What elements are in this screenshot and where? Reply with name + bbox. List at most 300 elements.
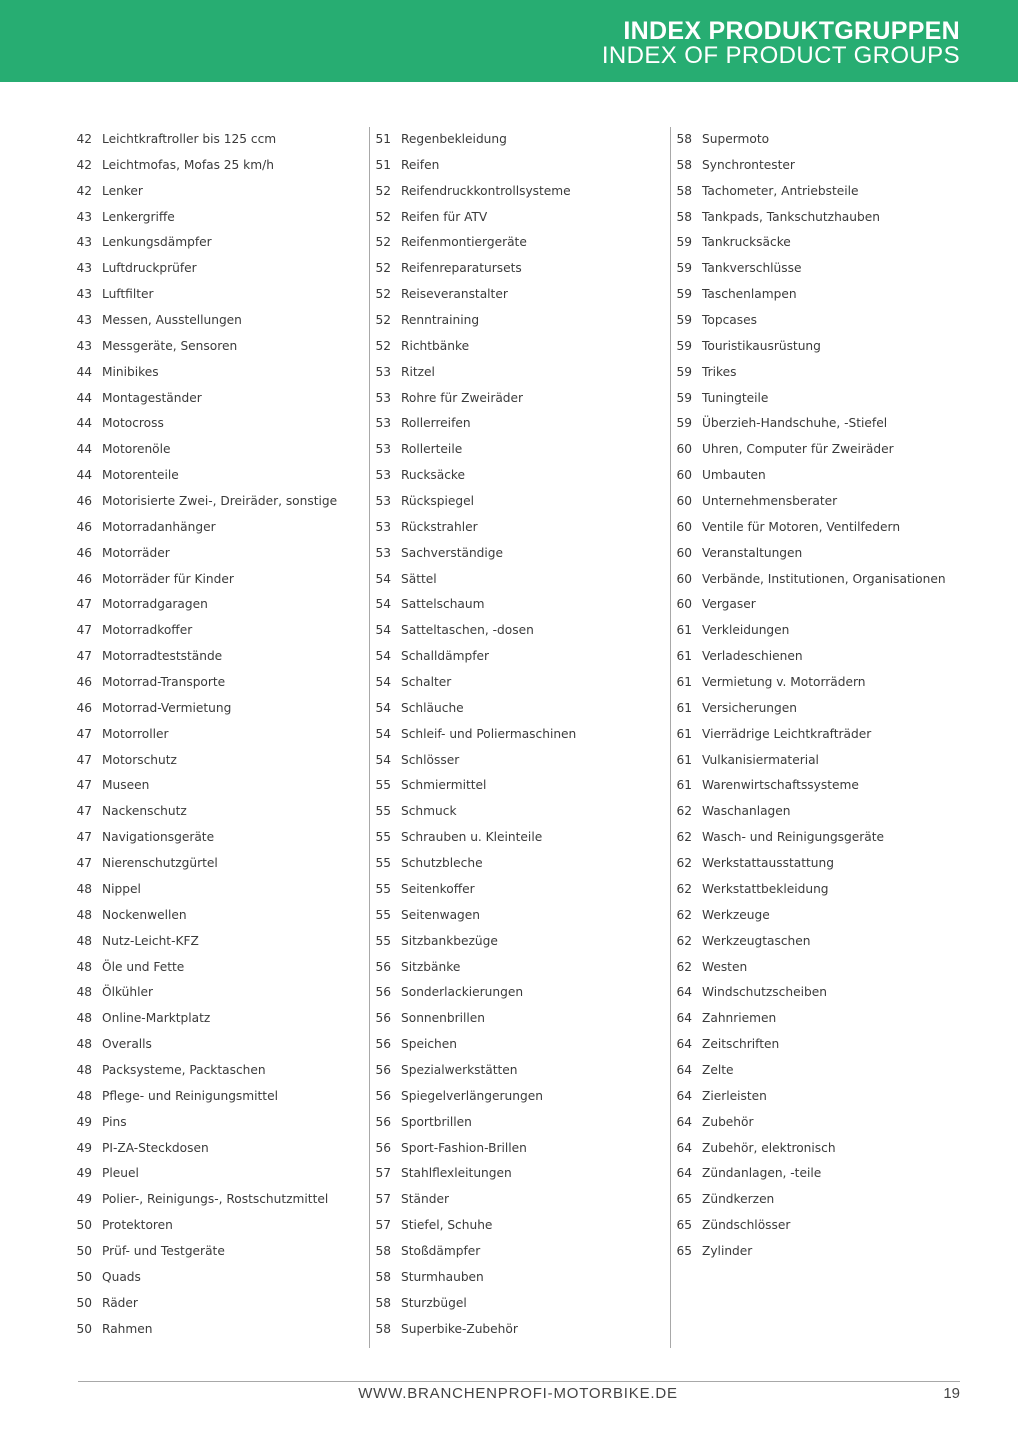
entry-label: Werkzeugtaschen <box>702 933 811 948</box>
entry-page-number: 65 <box>676 1243 692 1258</box>
index-entry <box>671 515 971 541</box>
entry-page-number: 46 <box>76 494 92 509</box>
index-entry <box>370 773 670 799</box>
entry-page-number: 53 <box>375 545 391 560</box>
entry-label: Reifenreparatursets <box>401 261 522 276</box>
entry-label: Sturmhauben <box>401 1269 484 1284</box>
entry-page-number: 52 <box>375 261 391 276</box>
entry-page-number: 53 <box>375 364 391 379</box>
entry-page-number: 60 <box>676 442 692 457</box>
entry-label: Sachverständige <box>401 545 504 560</box>
index-entry <box>68 334 368 360</box>
entry-label: Synchrontester <box>702 157 795 172</box>
entry-label: Überzieh-Handschuhe, -Stiefel <box>702 416 888 431</box>
entry-page-number: 59 <box>676 235 692 250</box>
entry-page-number: 57 <box>375 1218 391 1233</box>
index-entry <box>68 411 368 437</box>
entry-page-number: 52 <box>375 313 391 328</box>
entry-label: Sport-Fashion-Brillen <box>401 1140 527 1155</box>
entry-page-number: 46 <box>76 700 92 715</box>
entry-page-number: 46 <box>76 571 92 586</box>
entry-page-number: 64 <box>676 985 692 1000</box>
index-entry <box>370 903 670 929</box>
entry-label: Rollerreifen <box>401 416 471 431</box>
entry-page-number: 58 <box>375 1321 391 1336</box>
entry-page-number: 62 <box>676 959 692 974</box>
entry-page-number: 43 <box>76 338 92 353</box>
entry-label: Pleuel <box>102 1166 139 1181</box>
entry-page-number: 48 <box>76 907 92 922</box>
entry-label: Lenker <box>102 183 143 198</box>
index-entry <box>370 515 670 541</box>
index-entry <box>370 1291 670 1317</box>
index-entry <box>370 929 670 955</box>
index-entry <box>671 825 971 851</box>
index-entry <box>68 515 368 541</box>
entry-label: Schmiermittel <box>401 778 487 793</box>
entry-page-number: 49 <box>76 1192 92 1207</box>
entry-label: Rahmen <box>102 1321 153 1336</box>
index-entry <box>370 1006 670 1032</box>
entry-page-number: 59 <box>676 313 692 328</box>
entry-page-number: 49 <box>76 1166 92 1181</box>
entry-page-number: 46 <box>76 545 92 560</box>
index-entry <box>671 1110 971 1136</box>
entry-page-number: 59 <box>676 416 692 431</box>
entry-label: Westen <box>702 959 748 974</box>
index-entry <box>671 1161 971 1187</box>
entry-page-number: 53 <box>375 519 391 534</box>
entry-page-number: 62 <box>676 830 692 845</box>
entry-page-number: 47 <box>76 623 92 638</box>
index-entry <box>671 179 971 205</box>
index-entry <box>671 980 971 1006</box>
entry-page-number: 44 <box>76 364 92 379</box>
entry-label: Speichen <box>401 1037 458 1052</box>
entry-page-number: 42 <box>76 157 92 172</box>
entry-page-number: 55 <box>375 778 391 793</box>
entry-label: Waschanlagen <box>702 804 791 819</box>
index-entry <box>370 1265 670 1291</box>
entry-page-number: 54 <box>375 623 391 638</box>
entry-label: Schlösser <box>401 752 460 767</box>
index-entry <box>671 877 971 903</box>
index-entry <box>68 1239 368 1265</box>
entry-page-number: 62 <box>676 881 692 896</box>
entry-label: Leichtkraftroller bis 125 ccm <box>102 132 277 146</box>
entry-page-number: 64 <box>676 1011 692 1026</box>
entry-label: Spezialwerkstätten <box>401 1062 518 1077</box>
index-entry <box>671 1136 971 1162</box>
index-entry <box>68 903 368 929</box>
entry-label: Nierenschutzgürtel <box>102 856 218 871</box>
entry-label: Motorrad-Vermietung <box>102 700 232 715</box>
entry-label: Pflege- und Reinigungsmittel <box>102 1088 278 1103</box>
entry-page-number: 56 <box>375 985 391 1000</box>
entry-label: Online-Marktplatz <box>102 1011 211 1026</box>
entry-label: Rückspiegel <box>401 494 474 509</box>
entry-label: Nackenschutz <box>102 804 187 819</box>
entry-page-number: 47 <box>76 804 92 819</box>
entry-page-number: 43 <box>76 261 92 276</box>
entry-label: Vierrädrige Leichtkrafträder <box>702 726 872 741</box>
entry-label: Seitenkoffer <box>401 881 475 896</box>
index-entry <box>671 851 971 877</box>
entry-page-number: 56 <box>375 1088 391 1103</box>
entry-page-number: 48 <box>76 933 92 948</box>
entry-page-number: 47 <box>76 597 92 612</box>
entry-label: Wasch- und Reinigungsgeräte <box>702 830 885 845</box>
index-entry <box>671 567 971 593</box>
entry-label: Superbike-Zubehör <box>401 1321 518 1336</box>
entry-label: Touristikausrüstung <box>702 338 821 353</box>
entry-page-number: 61 <box>676 752 692 767</box>
entry-page-number: 54 <box>375 571 391 586</box>
header-banner <box>0 0 1018 82</box>
index-entry <box>671 386 971 412</box>
entry-label: Minibikes <box>102 364 159 379</box>
index-entry <box>671 955 971 981</box>
entry-label: Schrauben u. Kleinteile <box>401 830 543 845</box>
index-entry <box>68 153 368 179</box>
index-entry <box>671 360 971 386</box>
entry-page-number: 62 <box>676 804 692 819</box>
entry-label: Sitzbänke <box>401 959 461 974</box>
index-entry <box>68 955 368 981</box>
entry-label: Zündschlösser <box>702 1218 791 1233</box>
entry-label: Tankrucksäcke <box>702 235 791 250</box>
entry-label: Quads <box>102 1269 141 1284</box>
entry-page-number: 56 <box>375 1011 391 1026</box>
index-entry <box>370 205 670 231</box>
entry-page-number: 48 <box>76 1037 92 1052</box>
entry-page-number: 55 <box>375 881 391 896</box>
index-entry <box>68 1136 368 1162</box>
entry-page-number: 43 <box>76 235 92 250</box>
index-entry <box>370 1058 670 1084</box>
index-entry <box>68 127 368 153</box>
entry-label: Lenkungsdämpfer <box>102 235 212 250</box>
index-entry <box>68 463 368 489</box>
entry-page-number: 57 <box>375 1192 391 1207</box>
page-number: 19 <box>943 1385 960 1402</box>
entry-page-number: 55 <box>375 804 391 819</box>
index-entry <box>68 179 368 205</box>
entry-page-number: 44 <box>76 468 92 483</box>
index-entry <box>68 1110 368 1136</box>
entry-page-number: 54 <box>375 675 391 690</box>
footer-url[interactable]: WWW.BRANCHENPROFI-MOTORBIKE.DE <box>358 1385 678 1402</box>
entry-page-number: 65 <box>676 1218 692 1233</box>
entry-page-number: 64 <box>676 1140 692 1155</box>
index-entry <box>370 386 670 412</box>
index-entry <box>671 489 971 515</box>
entry-page-number: 62 <box>676 856 692 871</box>
entry-page-number: 44 <box>76 442 92 457</box>
entry-label: Spiegelverlängerungen <box>401 1088 543 1103</box>
index-entry <box>370 230 670 256</box>
entry-page-number: 58 <box>676 157 692 172</box>
entry-page-number: 58 <box>676 209 692 224</box>
index-entry <box>68 877 368 903</box>
entry-label: Tachometer, Antriebsteile <box>702 183 859 198</box>
entry-page-number: 50 <box>76 1295 92 1310</box>
entry-label: Montageständer <box>102 390 202 405</box>
entry-label: Museen <box>102 778 150 793</box>
entry-page-number: 56 <box>375 1114 391 1129</box>
entry-page-number: 50 <box>76 1321 92 1336</box>
entry-label: Tankpads, Tankschutzhauben <box>702 209 880 224</box>
entry-label: Ritzel <box>401 364 435 379</box>
entry-label: Ölkühler <box>102 985 154 1000</box>
index-entry <box>671 644 971 670</box>
entry-page-number: 64 <box>676 1166 692 1181</box>
entry-page-number: 62 <box>676 933 692 948</box>
entry-label: Schmuck <box>401 804 457 819</box>
entry-label: Trikes <box>702 364 737 379</box>
index-entry <box>671 1239 971 1265</box>
entry-label: PI-ZA-Steckdosen <box>102 1140 209 1155</box>
entry-label: Rückstrahler <box>401 519 478 534</box>
entry-label: Öle und Fette <box>102 959 185 974</box>
index-entry <box>370 670 670 696</box>
entry-label: Warenwirtschaftssysteme <box>702 778 859 793</box>
index-entry <box>671 696 971 722</box>
index-entry <box>68 437 368 463</box>
index-entry <box>68 644 368 670</box>
index-entry <box>370 1187 670 1213</box>
entry-label: Polier-, Reinigungs-, Rostschutzmittel <box>102 1192 329 1207</box>
entry-page-number: 64 <box>676 1088 692 1103</box>
index-entry <box>370 567 670 593</box>
index-entry <box>68 773 368 799</box>
entry-label: Uhren, Computer für Zweiräder <box>702 442 894 457</box>
index-entry <box>671 282 971 308</box>
entry-page-number: 52 <box>375 287 391 302</box>
entry-page-number: 53 <box>375 442 391 457</box>
entry-label: Verkleidungen <box>702 623 790 638</box>
index-entry <box>671 618 971 644</box>
index-entry <box>68 1032 368 1058</box>
index-entry <box>68 748 368 774</box>
entry-label: Sitzbankbezüge <box>401 933 498 948</box>
entry-page-number: 59 <box>676 261 692 276</box>
entry-label: Motorschutz <box>102 752 177 767</box>
index-entry <box>370 541 670 567</box>
entry-page-number: 61 <box>676 700 692 715</box>
index-entry <box>671 205 971 231</box>
entry-page-number: 46 <box>76 519 92 534</box>
index-entry <box>370 1317 670 1343</box>
index-entry <box>671 541 971 567</box>
index-entry <box>671 748 971 774</box>
index-entry <box>671 1032 971 1058</box>
entry-page-number: 53 <box>375 390 391 405</box>
entry-label: Motocross <box>102 416 164 431</box>
entry-label: Vergaser <box>702 597 756 612</box>
index-entry <box>671 592 971 618</box>
entry-label: Zelte <box>702 1062 734 1077</box>
entry-page-number: 60 <box>676 597 692 612</box>
index-entry <box>370 644 670 670</box>
index-entry <box>370 618 670 644</box>
entry-page-number: 60 <box>676 494 692 509</box>
entry-label: Ständer <box>401 1192 449 1207</box>
index-entry <box>671 153 971 179</box>
index-entry <box>370 282 670 308</box>
entry-page-number: 58 <box>375 1295 391 1310</box>
entry-page-number: 64 <box>676 1037 692 1052</box>
index-entry <box>68 256 368 282</box>
title-english: INDEX OF PRODUCT GROUPS <box>601 42 960 69</box>
entry-label: Stoßdämpfer <box>401 1243 481 1258</box>
entry-label: Protektoren <box>102 1218 173 1233</box>
entry-page-number: 42 <box>76 132 92 146</box>
entry-label: Windschutzscheiben <box>702 985 827 1000</box>
index-entry <box>68 386 368 412</box>
entry-page-number: 58 <box>676 132 692 146</box>
entry-label: Motorisierte Zwei-, Dreiräder, sonstige <box>102 494 338 509</box>
index-entry <box>370 1213 670 1239</box>
index-entry <box>68 1006 368 1032</box>
entry-label: Werkzeuge <box>702 907 770 922</box>
entry-label: Verbände, Institutionen, Organisationen <box>702 571 946 586</box>
index-entry <box>68 282 368 308</box>
entry-label: Motorroller <box>102 726 169 741</box>
entry-page-number: 65 <box>676 1192 692 1207</box>
entry-label: Vermietung v. Motorrädern <box>702 675 866 690</box>
entry-page-number: 56 <box>375 1062 391 1077</box>
index-entry <box>671 1084 971 1110</box>
entry-label: Sattelschaum <box>401 597 485 612</box>
entry-page-number: 58 <box>676 183 692 198</box>
index-entry <box>370 437 670 463</box>
entry-page-number: 43 <box>76 209 92 224</box>
index-entry <box>68 1213 368 1239</box>
entry-page-number: 49 <box>76 1140 92 1155</box>
entry-page-number: 55 <box>375 933 391 948</box>
index-entry <box>671 773 971 799</box>
index-entry <box>370 179 670 205</box>
entry-label: Motorradgaragen <box>102 597 208 612</box>
entry-page-number: 48 <box>76 1088 92 1103</box>
index-entry <box>671 334 971 360</box>
index-entry <box>671 1058 971 1084</box>
entry-label: Messen, Ausstellungen <box>102 313 242 328</box>
index-entry <box>68 567 368 593</box>
index-entry <box>68 799 368 825</box>
entry-page-number: 62 <box>676 907 692 922</box>
entry-label: Zierleisten <box>702 1088 767 1103</box>
entry-label: Ventile für Motoren, Ventilfedern <box>702 519 901 534</box>
index-entry <box>671 799 971 825</box>
entry-page-number: 58 <box>375 1243 391 1258</box>
entry-page-number: 48 <box>76 1011 92 1026</box>
index-entry <box>671 929 971 955</box>
index-entry <box>370 489 670 515</box>
entry-label: Nippel <box>102 881 141 896</box>
entry-page-number: 52 <box>375 183 391 198</box>
entry-page-number: 56 <box>375 959 391 974</box>
index-entry <box>370 851 670 877</box>
index-entry <box>68 1058 368 1084</box>
index-entry <box>370 256 670 282</box>
index-entry <box>68 1291 368 1317</box>
entry-page-number: 56 <box>375 1037 391 1052</box>
entry-label: Stiefel, Schuhe <box>401 1218 493 1233</box>
index-entry <box>68 851 368 877</box>
entry-page-number: 60 <box>676 545 692 560</box>
index-entry <box>68 308 368 334</box>
index-entry <box>370 411 670 437</box>
entry-label: Satteltaschen, -dosen <box>401 623 534 638</box>
index-entry <box>370 748 670 774</box>
entry-label: Stahlflexleitungen <box>401 1166 512 1181</box>
entry-label: Werkstattausstattung <box>702 856 834 871</box>
index-entry <box>370 153 670 179</box>
entry-label: Unternehmensberater <box>702 494 838 509</box>
entry-page-number: 53 <box>375 416 391 431</box>
entry-page-number: 47 <box>76 649 92 664</box>
entry-page-number: 46 <box>76 675 92 690</box>
index-entry <box>68 592 368 618</box>
index-column-2 <box>369 127 670 1348</box>
entry-page-number: 52 <box>375 235 391 250</box>
entry-page-number: 54 <box>375 752 391 767</box>
entry-page-number: 61 <box>676 675 692 690</box>
entry-page-number: 61 <box>676 778 692 793</box>
entry-page-number: 58 <box>375 1269 391 1284</box>
index-entry <box>68 489 368 515</box>
index-entry <box>370 1084 670 1110</box>
entry-page-number: 50 <box>76 1243 92 1258</box>
entry-page-number: 47 <box>76 830 92 845</box>
entry-page-number: 60 <box>676 519 692 534</box>
entry-label: Verladeschienen <box>702 649 803 664</box>
entry-label: Leichtmofas, Mofas 25 km/h <box>102 157 274 172</box>
index-entry <box>370 1136 670 1162</box>
entry-label: Taschenlampen <box>702 287 797 302</box>
index-entry <box>68 980 368 1006</box>
entry-page-number: 61 <box>676 649 692 664</box>
index-entry <box>68 205 368 231</box>
entry-page-number: 48 <box>76 1062 92 1077</box>
entry-label: Sonnenbrillen <box>401 1011 485 1026</box>
entry-page-number: 53 <box>375 494 391 509</box>
entry-label: Veranstaltungen <box>702 545 803 560</box>
index-entry <box>370 592 670 618</box>
entry-label: Schutzbleche <box>401 856 483 871</box>
index-entry <box>370 825 670 851</box>
entry-label: Reiseveranstalter <box>401 287 508 302</box>
entry-label: Tankverschlüsse <box>702 261 802 276</box>
index-entry <box>671 1006 971 1032</box>
entry-page-number: 49 <box>76 1114 92 1129</box>
entry-label: Tuningteile <box>702 390 769 405</box>
entry-page-number: 59 <box>676 287 692 302</box>
entry-label: Werkstattbekleidung <box>702 881 829 896</box>
entry-page-number: 52 <box>375 209 391 224</box>
index-column-1 <box>68 127 368 1348</box>
index-entry <box>671 308 971 334</box>
entry-label: Motorenteile <box>102 468 179 483</box>
entry-label: Topcases <box>702 313 757 328</box>
index-entry <box>671 903 971 929</box>
entry-page-number: 61 <box>676 726 692 741</box>
entry-label: Rohre für Zweiräder <box>401 390 524 405</box>
index-entry <box>68 1187 368 1213</box>
entry-label: Schalldämpfer <box>401 649 490 664</box>
